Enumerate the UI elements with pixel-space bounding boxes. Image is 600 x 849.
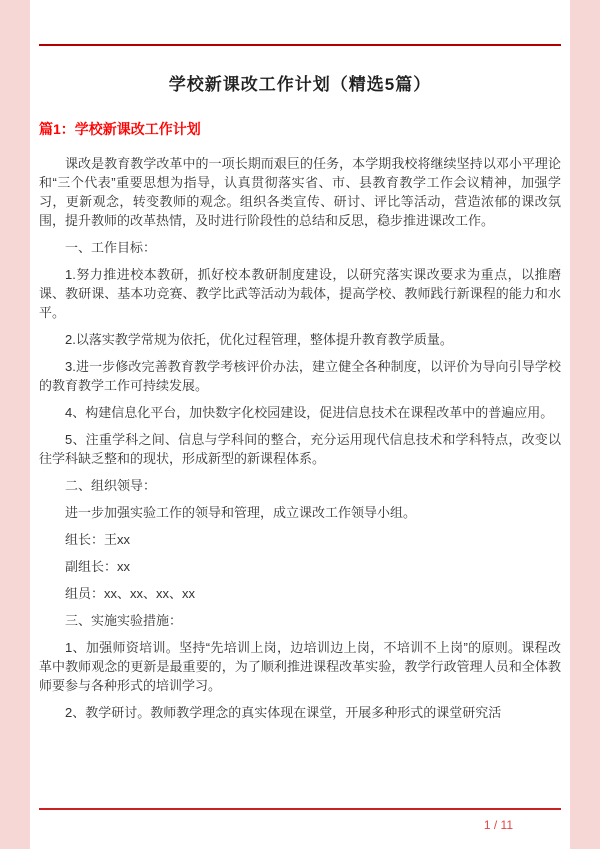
- paragraph-goal-2: 2.以落实教学常规为依托，优化过程管理，整体提升教育教学质量。: [65, 332, 453, 347]
- document-title: 学校新课改工作计划（精选5篇）: [168, 75, 432, 94]
- paragraph-goal-5: 5、注重学科之间、信息与学科间的整合，充分运用现代信息技术和学科特点，改变以往学科缺乏整和的现状，形成新型的新课程体系。: [39, 432, 561, 466]
- paragraph-goal-3: 3.进一步修改完善教育教学考核评价办法，建立健全各种制度，以评价为导向引导学校的教育教学工作可持续发展。: [39, 359, 561, 393]
- paragraph-goal-4: 4、构建信息化平台，加快数字化校园建设，促进信息技术在课程改革中的普遍应用。: [65, 405, 554, 420]
- paragraph-members: 组员：xx、xx、xx、xx: [65, 586, 196, 601]
- paragraph-org-intro: 进一步加强实验工作的领导和管理，成立课改工作领导小组。: [65, 505, 417, 520]
- paragraph-measures-heading: 三、实施实验措施：: [65, 613, 183, 628]
- paragraph-intro: 课改是教育教学改革中的一项长期而艰巨的任务，本学期我校将继续坚持以邓小平理论和“三个代表”重要思想为指导，认真贯彻落实省、市、县教育教学工作会议精神，加强学习，更新观念，转变教师的观念。组织各类宣传、研讨、评比等活动，营造浓郁的课改氛围，提升教师的改革热情，及时进行阶段性的总结和反思，稳步推进课改工作。: [39, 156, 561, 228]
- section-heading: 篇1：学校新课改工作计划: [39, 121, 201, 137]
- paragraph-measure-2: 2、教学研讨。教师教学理念的真实体现在课堂，开展多种形式的课堂研究活: [65, 705, 502, 720]
- document-page: [30, 0, 570, 849]
- paragraph-org-heading: 二、组织领导：: [65, 478, 157, 493]
- paragraph-goal-1: 1.努力推进校本教研，抓好校本教研制度建设，以研究落实课改要求为重点，以推磨课、教研课、基本功竞赛、教学比武等活动为载体，提高学校、教师践行新课程的能力和水平。: [39, 267, 561, 320]
- paragraph-deputy-leader: 副组长：xx: [65, 559, 131, 574]
- paragraph-measure-1: 1、加强师资培训。坚持“先培训上岗，边培训边上岗，不培训不上岗”的原则。课程改革中教师观念的更新是最重要的，为了顺利推进课程改革实验，教学行政管理人员和全体教师要参与各种形式的培训学习。: [39, 640, 561, 693]
- header-rule: [39, 44, 561, 46]
- paragraph-leader: 组长：王xx: [65, 532, 131, 547]
- footer-rule: [39, 808, 561, 810]
- document-body: [39, 154, 561, 722]
- page-footer: [39, 808, 561, 832]
- page-number: 1 / 11: [483, 818, 513, 832]
- paragraph-goals-heading: 一、工作目标：: [65, 240, 157, 255]
